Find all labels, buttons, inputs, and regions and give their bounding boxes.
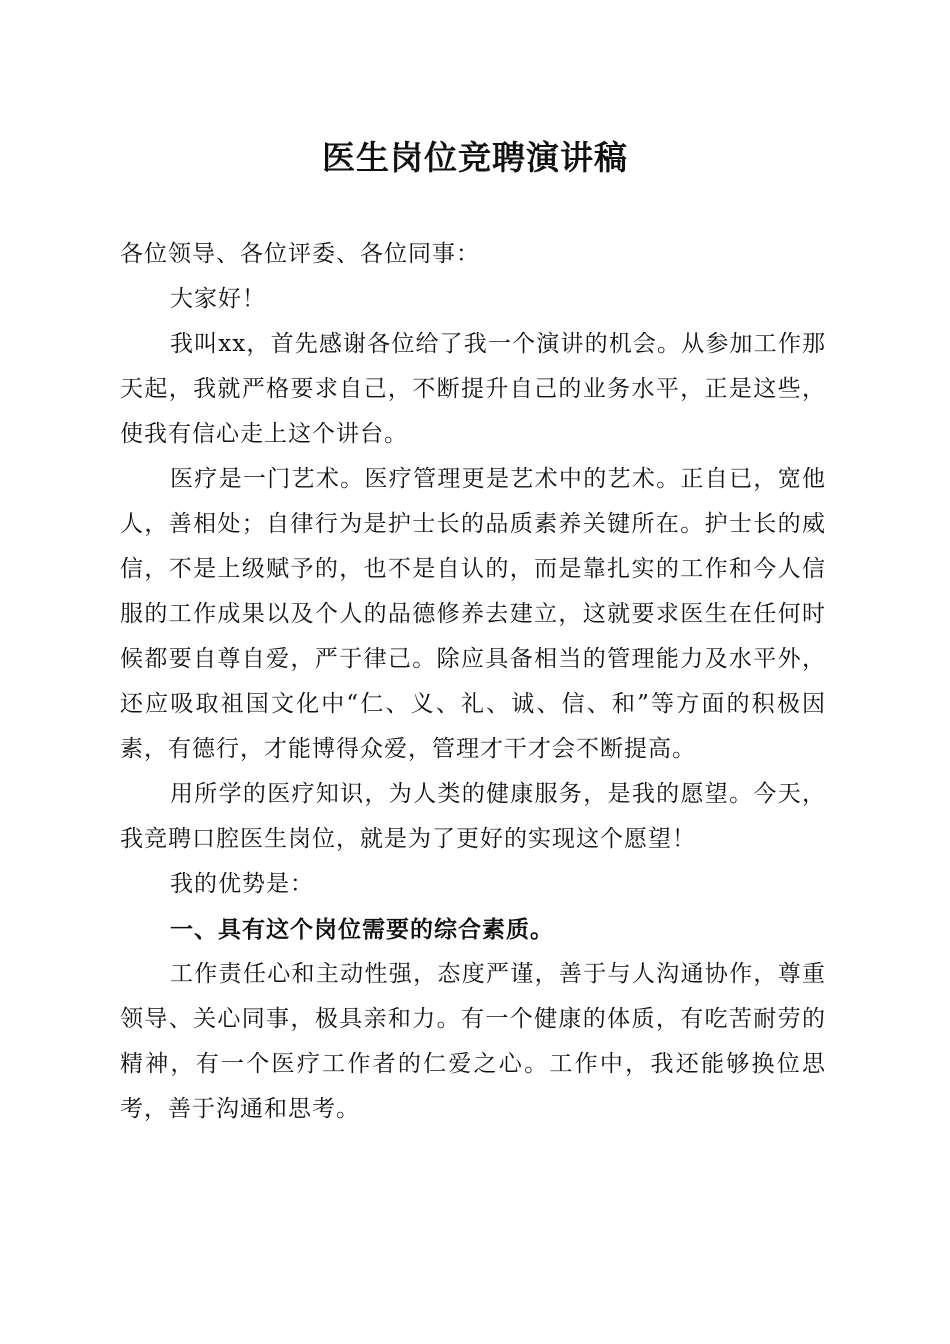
qualities-paragraph: 工作责任心和主动性强，态度严谨，善于与人沟通协作，尊重领导、关心同事，极具亲和力。有一个健康的体质，有吃苦耐劳的精神，有一个医疗工作者的仁爱之心。工作中，我还能够换位思考，善于沟通和思考。 [120,961,826,1122]
document-body [120,232,826,1132]
aspiration-paragraph: 用所学的医疗知识，为人类的健康服务，是我的愿望。今天，我竞聘口腔医生岗位，就是为了更好的实现这个愿望！ [120,781,826,852]
philosophy-paragraph: 医疗是一门艺术。医疗管理更是艺术中的艺术。正自已，宽他人，善相处；自律行为是护士长的品质素养关键所在。护士长的威信，不是上级赋予的，也不是自认的，而是靠扎实的工作和今人信服的工作成果以及个人的品德修养去建立，这就要求医生在任何时候都要自尊自爱，严于律己。除应具备相当的管理能力及水平外，还应吸取祖国文化中“仁、义、礼、诚、信、和”等方面的积极因素，有德行，才能博得众爱，管理才干才会不断提高。 [120,466,826,762]
greeting-paragraph: 大家好！ [170,286,266,312]
advantages-lead-paragraph: 我的优势是： [170,871,314,897]
intro-paragraph: 我叫xx，首先感谢各位给了我一个演讲的机会。从参加工作那天起，我就严格要求自己，不断提升自己的业务水平，正是这些，使我有信心走上这个讲台。 [120,331,826,447]
salutation-paragraph: 各位领导、各位评委、各位同事： [120,241,480,267]
section-heading-1: 一、具有这个岗位需要的综合素质。 [170,916,554,943]
page-title: 医生岗位竞聘演讲稿 [322,138,628,177]
